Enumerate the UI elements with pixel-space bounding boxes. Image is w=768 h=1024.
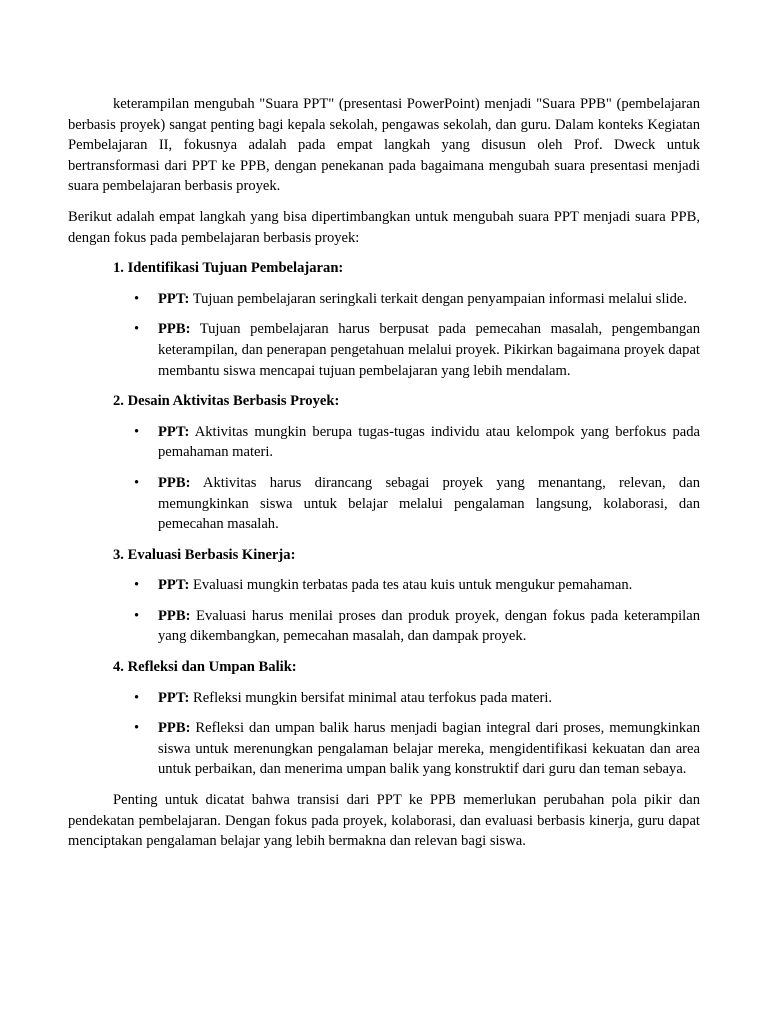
conclusion-paragraph: Penting untuk dicatat bahwa transisi dari PPT ke PPB memerlukan perubahan pola pikir dan pendekatan pembelajaran. Dengan fokus pada proyek, kolaborasi, dan evaluasi berbasis kinerja, guru dapat menciptakan pengalaman belajar yang lebih bermakna dan relevan bagi siswa. [68, 792, 700, 850]
item-label: PPB: [158, 607, 191, 624]
list-item [134, 319, 700, 381]
item-label: PPB: [158, 321, 191, 338]
item-text: Tujuan pembelajaran harus berpusat pada pemecahan masalah, pengembangan keterampilan, dan penerapan pengetahuan melalui proyek. Pikirkan bagaimana proyek dapat membantu siswa mencapai tujuan pembelajaran yang lebih mendalam. [158, 321, 700, 379]
steps-intro-paragraph: Berikut adalah empat langkah yang bisa dipertimbangkan untuk mengubah suara PPT menjadi suara PPB, dengan fokus pada pembelajaran berbasis proyek: [68, 208, 700, 246]
section-3 [68, 545, 700, 647]
list-item [134, 289, 700, 310]
item-label: PPT: [158, 577, 190, 594]
list-item [134, 606, 700, 647]
bullet-list [68, 289, 700, 381]
bullet-icon: • [134, 689, 140, 706]
bullet-list [68, 575, 700, 647]
section-heading: 3. Evaluasi Berbasis Kinerja: [113, 546, 296, 563]
bullet-list [68, 688, 700, 780]
bullet-icon: • [134, 720, 140, 737]
section-heading: 1. Identifikasi Tujuan Pembelajaran: [113, 260, 344, 277]
item-text: Tujuan pembelajaran seringkali terkait dengan penyampaian informasi melalui slide. [189, 290, 688, 307]
item-text: Refleksi dan umpan balik harus menjadi bagian integral dari proses, memungkinkan siswa untuk merenungkan pengalaman belajar mereka, mengidentifikasi kekuatan dan area untuk perbaikan, dan menerima umpan balik yang konstruktif dari guru dan teman sebaya. [158, 720, 700, 778]
item-label: PPB: [158, 474, 191, 491]
item-text: Evaluasi mungkin terbatas pada tes atau kuis untuk mengukur pemahaman. [189, 577, 633, 594]
item-label: PPT: [158, 423, 190, 440]
bullet-icon: • [134, 290, 140, 307]
list-item [134, 575, 700, 596]
bullet-icon: • [134, 474, 140, 491]
item-label: PPT: [158, 689, 190, 706]
section-4 [68, 657, 700, 780]
list-item [134, 688, 700, 709]
bullet-icon: • [134, 423, 140, 440]
intro-paragraph: keterampilan mengubah "Suara PPT" (presentasi PowerPoint) menjadi "Suara PPB" (pembelajaran berbasis proyek) sangat penting bagi kepala sekolah, pengawas sekolah, dan guru. Dalam konteks Kegiatan Pembelajaran II, fokusnya adalah pada empat langkah yang disusun oleh Prof. Dweck untuk bertransformasi dari PPT ke PPB, dengan penekanan pada bagaimana mengubah suara presentasi menjadi suara pembelajaran berbasis proyek. [68, 96, 700, 195]
bullet-icon: • [134, 321, 140, 338]
item-label: PPB: [158, 720, 191, 737]
item-text: Aktivitas mungkin berupa tugas-tugas individu atau kelompok yang berfokus pada pemahaman materi. [158, 423, 700, 461]
list-item [134, 718, 700, 780]
section-1 [68, 258, 700, 381]
list-item [134, 473, 700, 535]
item-text: Evaluasi harus menilai proses dan produk proyek, dengan fokus pada keterampilan yang dikembangkan, pemecahan masalah, dan dampak proyek. [158, 607, 700, 645]
section-heading: 2. Desain Aktivitas Berbasis Proyek: [113, 393, 340, 410]
bullet-icon: • [134, 607, 140, 624]
item-text: Aktivitas harus dirancang sebagai proyek yang menantang, relevan, dan memungkinkan siswa untuk belajar melalui pengalaman langsung, kolaborasi, dan pemecahan masalah. [158, 474, 700, 533]
bullet-list [68, 422, 700, 535]
section-2 [68, 391, 700, 535]
item-label: PPT: [158, 290, 190, 307]
item-text: Refleksi mungkin bersifat minimal atau terfokus pada materi. [189, 689, 553, 706]
bullet-icon: • [134, 577, 140, 594]
section-heading: 4. Refleksi dan Umpan Balik: [113, 659, 297, 676]
list-item [134, 422, 700, 463]
